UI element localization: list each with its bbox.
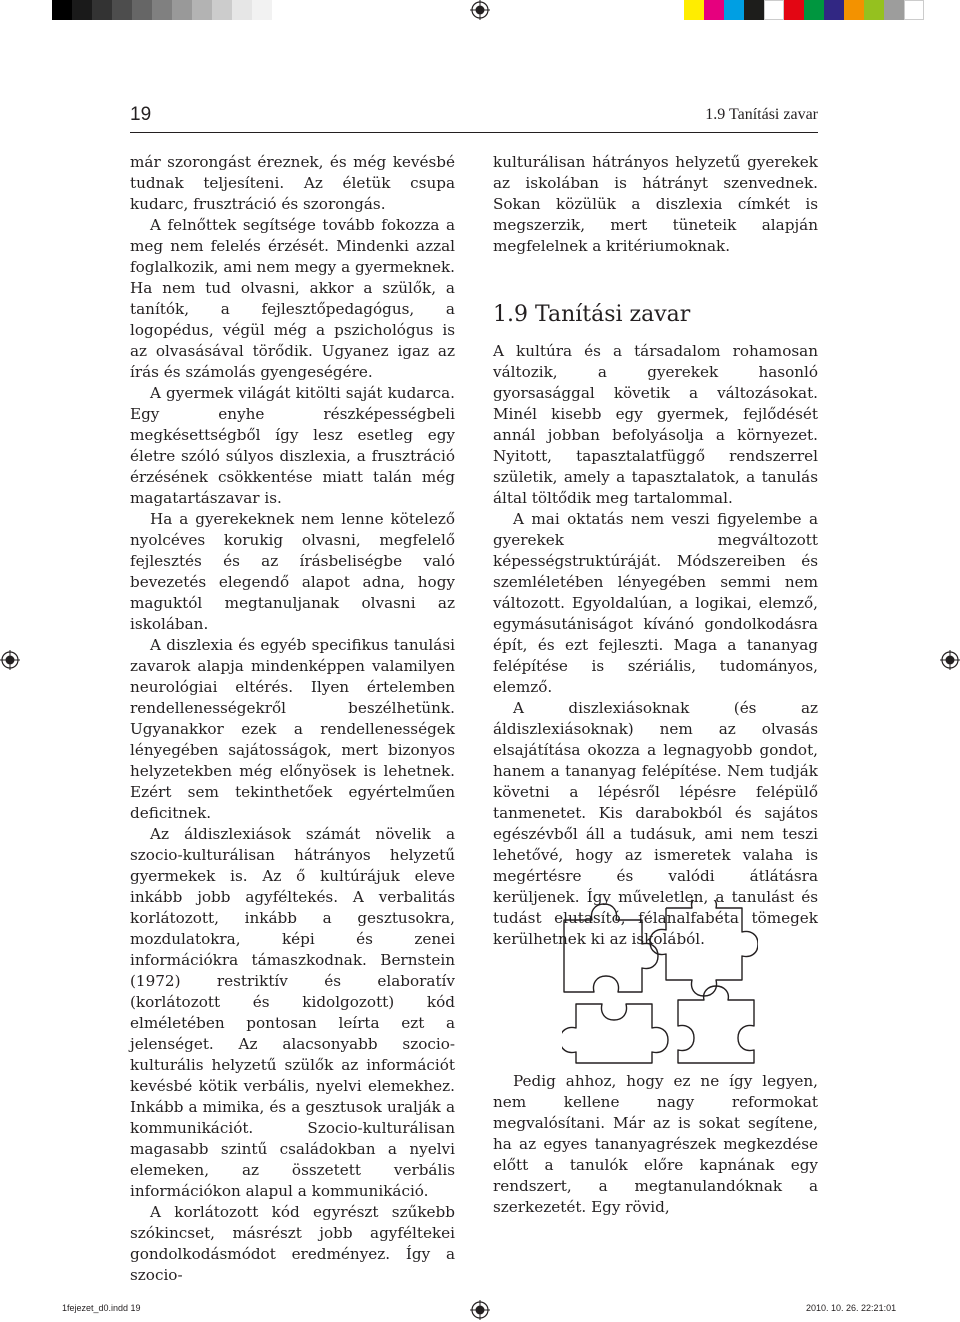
paragraph: A diszlexia és egyéb specifikus tanulási zavarok alapja mindenképpen valamilyen neurológiai eltérés. Ilyen értelemben rendellenességekről beszélhetünk. Ugyanakkor ezek a rendellenességek lényegében sajátosságok, mert bizonyos helyzetekben még előnyösek is lehetnek. Ezért sem tekinthetőek egyértelműen deficitnek.	[130, 636, 455, 822]
paragraph: már szorongást éreznek, és még kevésbé tudnak teljesíteni. Az életük csupa kudarc, frusztráció és szorongás.	[130, 153, 455, 213]
registration-mark-top-icon	[470, 0, 490, 20]
calibration-swatch	[864, 0, 884, 20]
paragraph: A mai oktatás nem veszi figyelembe a gyerekek megváltozott képességstruktúráját. Módszereiben és szemléletében lényegében semmi nem változott. Egyoldalúan, a logikai, elemző, egymásutániságot kívánó gondolkodásra épít, és ezt fejleszti. Maga a tananyag felépítése is szériális, tudományos, elemző.	[493, 510, 818, 696]
paragraph: Az áldiszlexiások számát növelik a szocio-kulturálisan hátrányos helyzetű gyermekek is. Az ő kultúrájuk eleve inkább jobb agyféltekés. A verbalitás korlátozott, inkább a gesztusokra, mozdulatokra, képi és zenei információkra támaszkodnak. Bernstein (1972) restriktív és elaboratív (korlátozott és kidolgozott) kód elméletében pontosan leírta ezt a jelenséget. Az alacsonyabb szocio-kulturális helyzetű szülők az információt kevésbé kötik verbális, nyelvi elemekhez. Inkább a mimika, és a gesztusok uralják a kommunikációt. Szocio-kulturálisan magasabb szintű családokban a nyelvi elemeken, az összetett verbális információkon alapul a kommunikáció.	[130, 825, 455, 1200]
calibration-swatch	[784, 0, 804, 20]
running-head: 1.9 Tanítási zavar	[705, 106, 818, 123]
calibration-swatch	[232, 0, 252, 20]
color-calibration-bar	[684, 0, 924, 20]
calibration-swatch	[112, 0, 132, 20]
calibration-swatch	[72, 0, 92, 20]
puzzle-pieces-illustration	[562, 900, 758, 1065]
calibration-swatch	[684, 0, 704, 20]
calibration-swatch	[252, 0, 272, 20]
calibration-swatch	[172, 0, 192, 20]
calibration-swatch	[904, 0, 924, 20]
calibration-swatch	[52, 0, 72, 20]
page-number: 19	[130, 104, 152, 125]
header-rule	[130, 132, 818, 133]
registration-mark-right-icon	[940, 650, 960, 670]
registration-mark-bottom-icon	[470, 1300, 490, 1320]
paragraph: A diszlexiásoknak (és az áldiszlexiásoknak) nem az olvasás elsajátítása okozza a legnagyobb gondot, hanem a tananyag felépítése. Nem tudják követni a lépésről lépésre felépülő tanmenetet. Kis darabokból és sajátos egészévből áll a tudásuk, ami nem teszi lehetővé, hogy az ismeretek valaha is megértésre és valódi átlátásra kerüljenek. Így műveletlen, a tanulást és tudást elutasító, félanalfabéta tömegek kerülhetnek ki az iskolából.	[493, 699, 818, 948]
section-heading: 1.9 Tanítási zavar	[493, 302, 691, 327]
left-text-column	[130, 152, 455, 1286]
paragraph: Ha a gyerekeknek nem lenne kötelező nyolcéves korukig olvasni, megfelelő fejlesztés és az írásbeliségbe való bevezetés elegendő alapot adna, hogy maguktól megtanuljanak olvasni az iskolában.	[130, 510, 455, 633]
calibration-swatch	[804, 0, 824, 20]
right-text-column-bottom	[493, 1071, 818, 1218]
paragraph: kulturálisan hátrányos helyzetű gyerekek az iskolában is hátrányt szenvednek. Sokan közülük a diszlexia címkét is megszerzik, mert tüneteik alapján megfelelnek a kritériumoknak.	[493, 153, 818, 255]
right-text-column	[493, 152, 818, 950]
calibration-swatch	[744, 0, 764, 20]
calibration-swatch	[884, 0, 904, 20]
calibration-swatch	[764, 0, 784, 20]
calibration-swatch	[152, 0, 172, 20]
calibration-swatch	[704, 0, 724, 20]
file-slug: 1fejezet_d0.indd 19	[62, 1303, 141, 1313]
paragraph: Pedig ahhoz, hogy ez ne így legyen, nem kellene nagy reformokat megvalósítani. Már az is sokat segítene, ha az egyes tananyagrészek megkezdése előtt a tanulók előre kapnának egy rendszert, a megtanulandóknak a szerkezetét. Egy rövid,	[493, 1072, 818, 1216]
calibration-swatch	[844, 0, 864, 20]
paragraph: A gyermek világát kitölti saját kudarca. Egy enyhe részképességbeli megkésettségből így lesz esetleg egy életre szóló súlyos diszlexia, a frusztráció érzésének csökkentése miatt talán még magatartászavar is.	[130, 384, 455, 507]
paragraph: A kultúra és a társadalom rohamosan változik, a gyerekek hasonló gyorsasággal követik a változásokat. Minél kisebb egy gyermek, fejlődését annál jobban befolyásolja a környezet. Nyitott, tapasztalatfüggő rendszerrel születik, amely a tapasztalatok, a tanulás által töltődik meg tartalommal.	[493, 342, 818, 507]
paragraph: A felnőttek segítsége tovább fokozza a meg nem felelés érzését. Mindenki azzal foglalkozik, ami nem megy a gyermeknek. Ha nem tud olvasni, akkor a szülők, a tanítók, a fejlesztőpedagógus, a logopédus, végül még a pszichológus is az olvasásával törődik. Ugyanez igaz az írás és számolás gyengeségére.	[130, 216, 455, 381]
registration-mark-left-icon	[0, 650, 20, 670]
grayscale-calibration-bar	[52, 0, 272, 20]
calibration-swatch	[824, 0, 844, 20]
calibration-swatch	[212, 0, 232, 20]
calibration-swatch	[92, 0, 112, 20]
calibration-swatch	[192, 0, 212, 20]
paragraph: A korlátozott kód egyrészt szűkebb szókincset, másrészt jobb agyféltekei gondolkodásmódot eredményez. Így a szocio-	[130, 1203, 455, 1284]
calibration-swatch	[724, 0, 744, 20]
calibration-swatch	[132, 0, 152, 20]
print-timestamp: 2010. 10. 26. 22:21:01	[806, 1303, 897, 1313]
